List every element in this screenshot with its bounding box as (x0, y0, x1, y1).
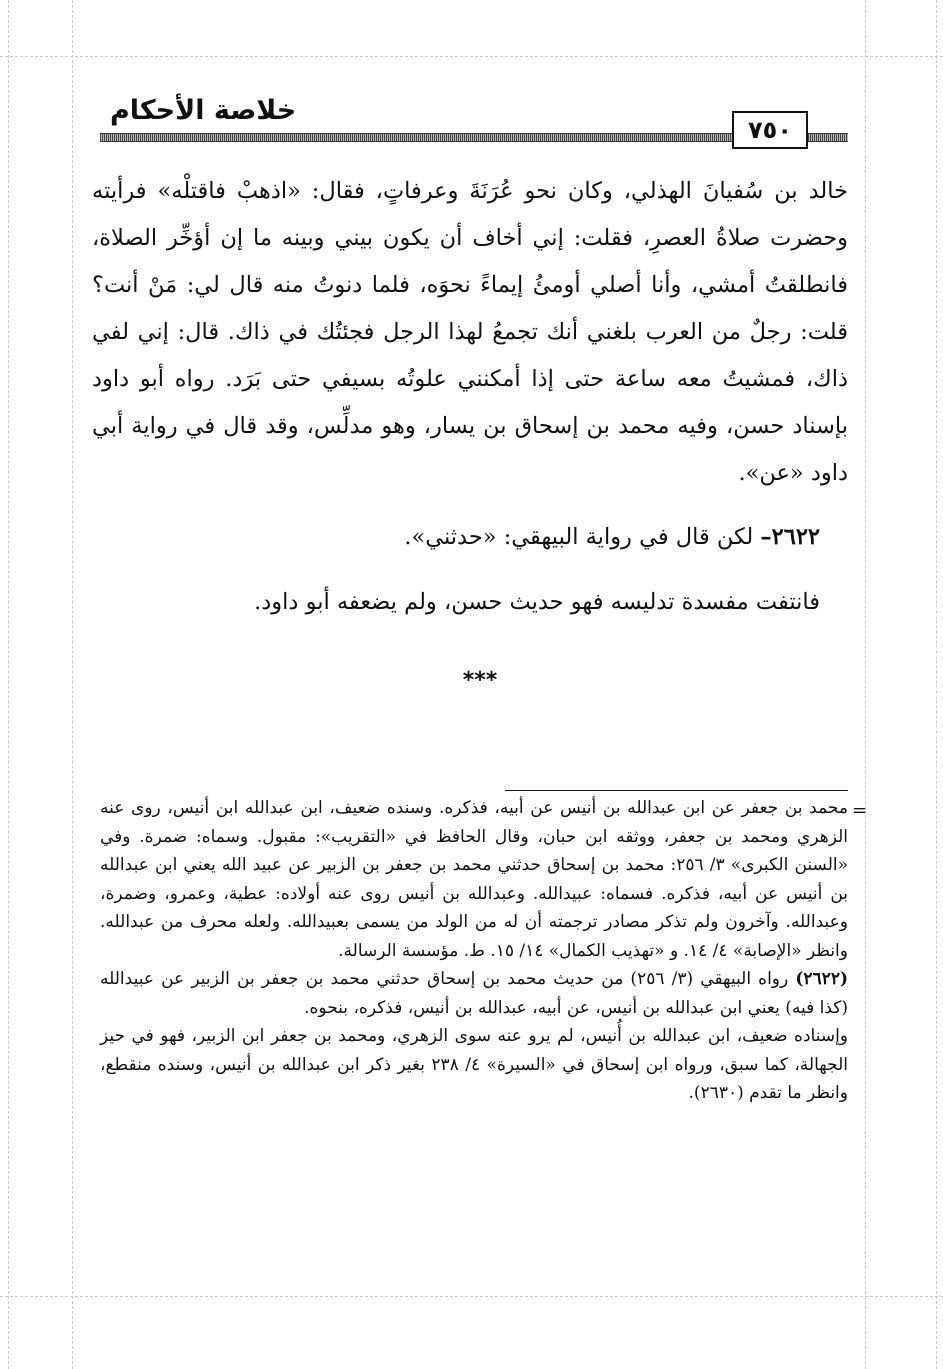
footnote-divider (505, 790, 848, 791)
conclusion-text: فانتفت مفسدة تدليسه فهو حديث حسن، ولم يضعفه أبو داود. (254, 589, 820, 615)
footnote-2622 (100, 965, 848, 1022)
page-header (100, 95, 848, 153)
footnote-number: (٢٦٢٢) (795, 969, 848, 989)
hadith-text: لكن قال في رواية البيهقي: «حدثني». (404, 524, 761, 550)
footnotes (100, 794, 848, 1108)
book-title: خلاصة الأحكام (110, 95, 297, 126)
footnote-continued: محمد بن جعفر عن ابن عبدالله بن أنيس عن أبيه، فذكره. وسنده ضعيف، ابن عبدالله ابن أنيس، روى عنه الزهري ومحمد بن جعفر، ووثقه ابن حبان، وقال الحافظ في «التقريب»: مقبول. وسماه: ضمرة. وفي «السنن الكبرى» ٣/ ٢٥٦: محمد بن إسحاق حدثني محمد بن جعفر بن الزبير عن عبيد الله يعني ابن عبدالله بن أنيس عن أبيه، فذكره. فسماه: عبيدالله. وعبدالله بن أنيس روى عنه أولاده: عطية، وعمرو، وضمرة، وعبدالله. وآخرون ولم تذكر مصادر ترجمته أن له من الولد من يسمى بعبيدالله. ولعله محرف من عبدالله. وانظر «الإصابة» ٤/ ١٤. و «تهذيب الكمال» ١٤/ ١٥. ط. مؤسسة الرسالة. (100, 798, 848, 961)
section-separator: *** (462, 668, 498, 693)
scan-guide (72, 0, 73, 1369)
footnote-text: رواه البيهقي (٣/ ٢٥٦) من حديث محمد بن إسحاق حدثني محمد بن جعفر بن الزبير عن عبيدالله (كذا فيه) يعني ابن عبدالله بن أنيس، عن أبيه، عبدالله بن أنيس، فذكره، بنحوه. (100, 969, 848, 1018)
main-text (92, 168, 848, 497)
main-paragraph: خالد بن سُفيانَ الهذلي، وكان نحو عُرَنَةَ وعرفاتٍ، فقال: «اذهبْ فاقتلْه» فرأيته وحضرت صلاةُ العصرِ، فقلت: إني أخاف أن يكون بيني وبينه ما إن أؤخِّر الصلاة، فانطلقتُ أمشي، وأنا أصلي أومئُ إيماءً نحوَه، فلما دنوتُ منه قال لي: مَنْ أنت؟ قلت: رجلٌ من العرب بلغني أنك تجمعُ لهذا الرجل فجئتُك في ذاك. قال: إني لفي ذاك، فمشيتُ معه ساعة حتى إذا أمكنني علوتُه بسيفي حتى بَرَد. رواه أبو داود بإسناد حسن، وفيه محمد بن إسحاق بن يسار، وهو مدلِّس، وقد قال في رواية أبي داود «عن». (92, 178, 848, 486)
hadith-number: ٢٦٢٢– (760, 524, 820, 550)
footnote-continuation-mark: = (852, 800, 868, 821)
page-number: ٧٥٠ (732, 111, 808, 149)
scan-guide (0, 1296, 943, 1297)
scan-guide (0, 56, 943, 57)
footnote-isnad: وإسناده ضعيف، ابن عبدالله بن أُنيس، لم يرو عنه سوى الزهري، ومحمد بن جعفر ابن الزبير، فهو في حيز الجهالة، كما سبق، ورواه ابن إسحاق في «السيرة» ٤/ ٢٣٨ بغير ذكر ابن عبدالله بن أنيس، وسنده منقطع، وانظر ما تقدم (٢٦٣٠). (100, 1026, 848, 1103)
scan-guide (936, 0, 937, 1369)
hadith-entry (92, 517, 820, 557)
scan-guide (8, 0, 9, 1369)
scan-guide (865, 0, 866, 1369)
